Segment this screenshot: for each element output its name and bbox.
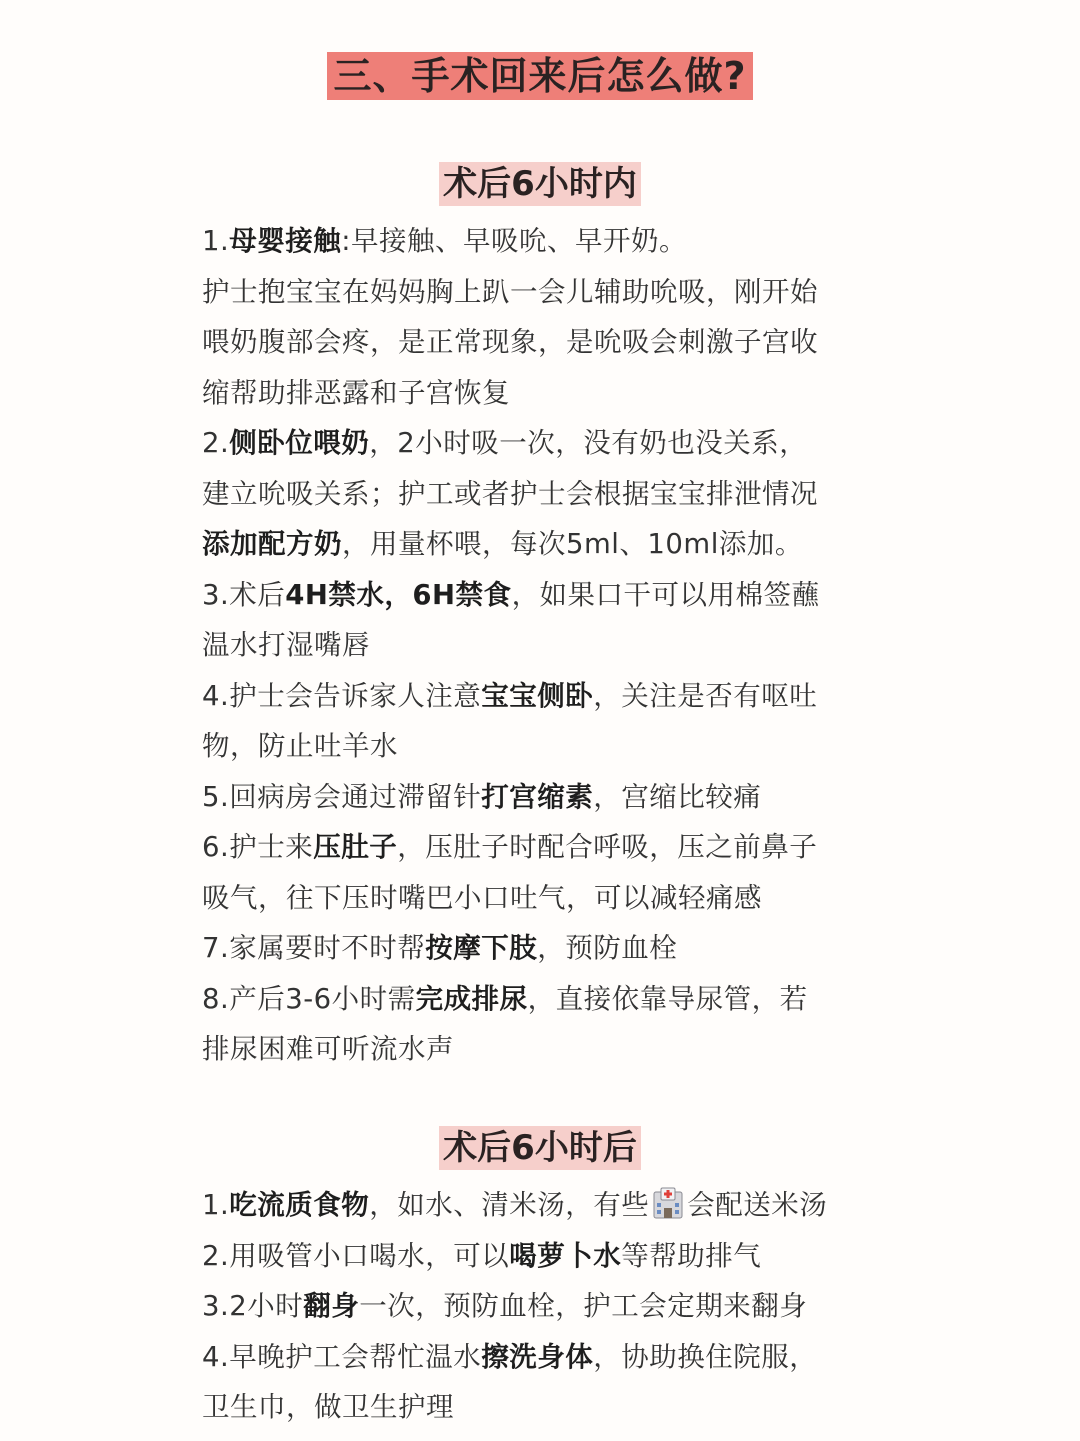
text-line <box>202 974 892 1025</box>
bold-keyword: 4H禁水，6H禁食 <box>285 578 512 611</box>
text-segment: 一次，预防血栓，护工会定期来翻身 <box>359 1290 808 1322</box>
text-segment: ，如果口干可以用棉签蘸 <box>511 578 820 611</box>
bold-keyword: 按摩下肢 <box>425 932 538 964</box>
section-title-after-6h: 术后6小时后 <box>439 1126 641 1170</box>
text-segment: ，如水、清米汤，有些 <box>369 1189 650 1221</box>
text-segment: 2.用吸管小口喝水，可以 <box>202 1239 510 1272</box>
section-content-within-6h <box>202 216 892 1075</box>
bold-keyword: 擦洗身体 <box>481 1340 594 1373</box>
text-segment: 7.家属要时不时帮 <box>202 932 426 964</box>
text-segment: :早接触、早吸吮、早开奶。 <box>341 225 688 257</box>
text-segment: 物，防止吐羊水 <box>202 730 398 762</box>
text-line <box>202 1024 892 1075</box>
text-segment: ，压肚子时配合呼吸，压之前鼻子 <box>397 831 818 863</box>
text-segment: ，关注是否有呕吐 <box>593 679 818 712</box>
text-segment: 1. <box>202 1189 230 1221</box>
text-line <box>202 267 892 318</box>
text-segment: ，2小时吸一次，没有奶也没关系， <box>369 427 808 459</box>
bold-keyword: 侧卧位喂奶 <box>229 427 370 459</box>
bold-keyword: 添加配方奶 <box>202 528 342 560</box>
text-segment: 3.2小时 <box>202 1290 304 1322</box>
text-line <box>202 519 892 570</box>
text-segment: 卫生巾，做卫生护理 <box>202 1391 454 1423</box>
text-line <box>202 317 892 368</box>
text-segment: ，宫缩比较痛 <box>593 780 762 813</box>
section-title-within-6h: 术后6小时内 <box>439 162 641 206</box>
text-segment: 建立吮吸关系；护工或者护士会根据宝宝排泄情况 <box>202 477 818 510</box>
text-line <box>202 923 892 974</box>
text-line <box>202 216 892 267</box>
section-title-wrap <box>0 1126 1080 1170</box>
text-segment: 温水打湿嘴唇 <box>202 629 370 661</box>
text-segment: 缩帮助排恶露和子宫恢复 <box>202 376 510 409</box>
text-line <box>202 620 892 671</box>
text-segment: ，直接依靠导尿管，若 <box>527 982 808 1015</box>
text-segment: 2. <box>202 427 230 459</box>
text-segment: 3.术后 <box>202 578 286 611</box>
text-line <box>202 671 892 722</box>
text-segment: ，用量杯喂，每次5ml、10ml添加。 <box>342 528 803 560</box>
bold-keyword: 打宫缩素 <box>481 780 594 813</box>
hospital-icon <box>651 1186 685 1220</box>
bold-keyword: 宝宝侧卧 <box>481 679 594 712</box>
text-line <box>202 1332 892 1383</box>
text-segment: 吸气，往下压时嘴巴小口吐气，可以减轻痛感 <box>202 881 762 914</box>
text-segment: 4.护士会告诉家人注意 <box>202 679 482 712</box>
text-segment: 排尿困难可听流水声 <box>202 1033 454 1065</box>
text-line <box>202 1382 892 1433</box>
text-segment: ，预防血栓 <box>537 932 678 964</box>
text-segment: 5.回病房会通过滞留针 <box>202 780 482 813</box>
bold-keyword: 完成排尿 <box>415 982 528 1015</box>
text-segment: 1. <box>202 225 230 257</box>
text-line <box>202 721 892 772</box>
text-segment: 6.护士来 <box>202 831 314 863</box>
text-segment: 4.早晚护工会帮忙温水 <box>202 1340 482 1373</box>
bold-keyword: 压肚子 <box>313 831 398 863</box>
text-line <box>202 873 892 924</box>
text-line <box>202 570 892 621</box>
text-segment: 会配送米汤 <box>687 1189 828 1221</box>
text-line <box>202 1281 892 1332</box>
section-content-after-6h <box>202 1180 892 1433</box>
text-line <box>202 772 892 823</box>
main-title-wrap <box>0 52 1080 100</box>
text-segment: ，协助换住院服， <box>593 1340 818 1373</box>
text-segment: 护士抱宝宝在妈妈胸上趴一会儿辅助吮吸，刚开始 <box>202 275 818 308</box>
text-line <box>202 368 892 419</box>
text-line <box>202 418 892 469</box>
text-line <box>202 469 892 520</box>
text-line <box>202 1180 892 1231</box>
bold-keyword: 吃流质食物 <box>229 1189 370 1221</box>
text-segment: 喂奶腹部会疼，是正常现象，是吮吸会刺激子宫收 <box>202 326 818 358</box>
section-title-wrap <box>0 162 1080 206</box>
text-line <box>202 822 892 873</box>
bold-keyword: 母婴接触 <box>229 225 342 257</box>
bold-keyword: 翻身 <box>303 1290 360 1322</box>
text-segment: 等帮助排气 <box>621 1239 762 1272</box>
text-segment: 8.产后3-6小时需 <box>202 982 416 1015</box>
text-line <box>202 1231 892 1282</box>
main-title: 三、手术回来后怎么做? <box>327 52 752 100</box>
bold-keyword: 喝萝卜水 <box>509 1239 622 1272</box>
